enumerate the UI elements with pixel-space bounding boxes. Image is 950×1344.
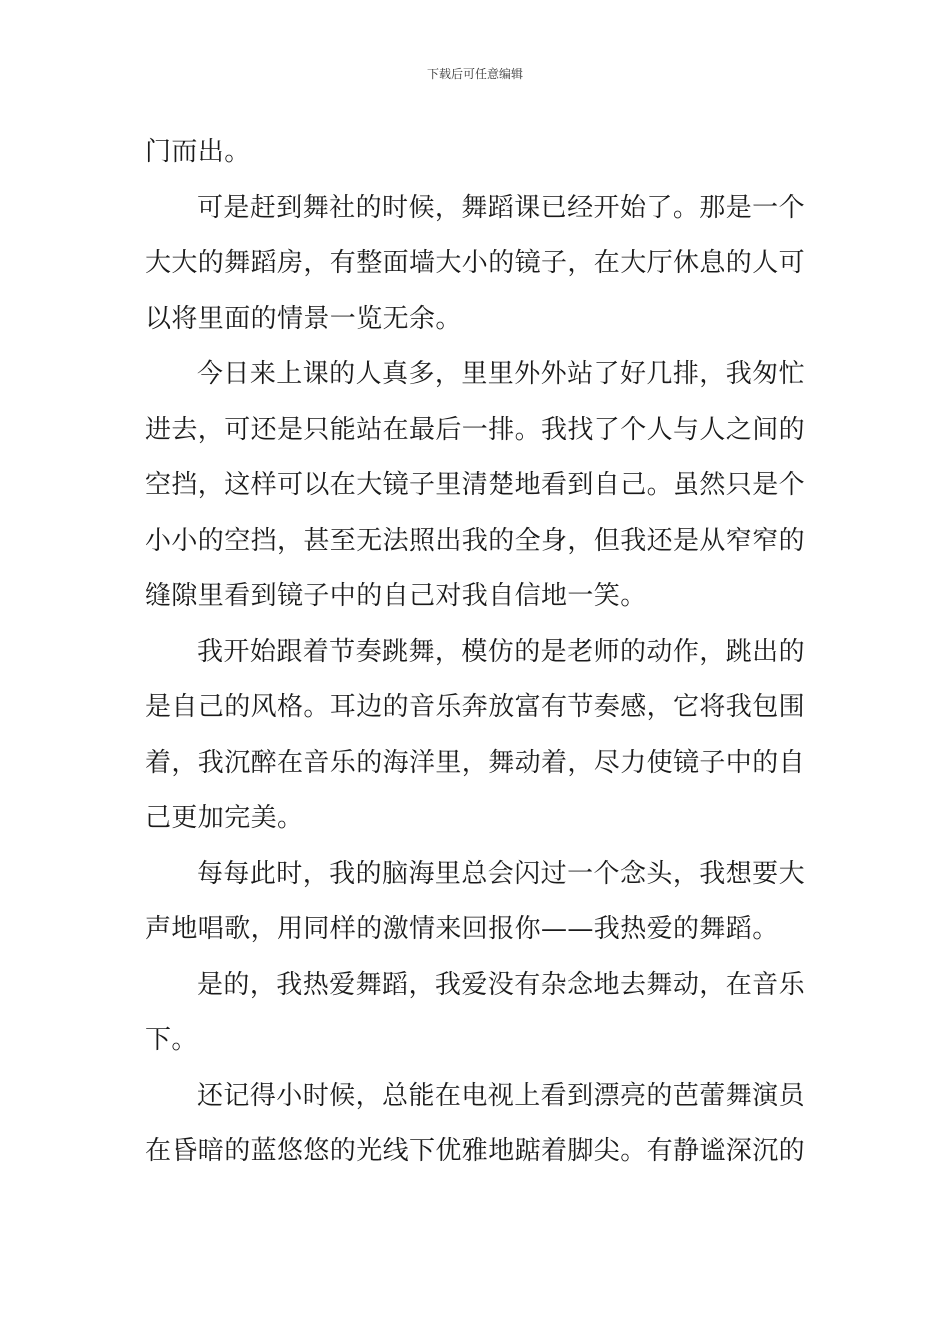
document-body: [145, 125, 805, 1180]
paragraph-1: 门而出。: [145, 137, 251, 167]
paragraph-3: 今日来上课的人真多，里里外外站了好几排，我匆忙进去，可还是只能站在最后一排。我找了个人与人之间的空挡，这样可以在大镜子里清楚地看到自己。虽然只是个小小的空挡，甚至无法照出我的全身，但我还是从窄窄的缝隙里看到镜子中的自己对我自信地一笑。: [145, 359, 806, 611]
paragraph-7: 还记得小时候，总能在电视上看到漂亮的芭蕾舞演员在昏暗的蓝悠悠的光线下优雅地踮着脚尖。有静谧深沉的: [145, 1080, 806, 1166]
page-header: 下载后可任意编辑: [426, 67, 523, 81]
paragraph-5: 每每此时，我的脑海里总会闪过一个念头，我想要大声地唱歌，用同样的激情来回报你——我热爱的舞蹈。: [145, 858, 805, 944]
paragraph-6: 是的，我热爱舞蹈，我爱没有杂念地去舞动，在音乐下。: [145, 969, 805, 1055]
paragraph-2: 可是赶到舞社的时候，舞蹈课已经开始了。那是一个大大的舞蹈房，有整面墙大小的镜子，在大厅休息的人可以将里面的情景一览无余。: [145, 192, 806, 334]
paragraph-4: 我开始跟着节奏跳舞，模仿的是老师的动作，跳出的是自己的风格。耳边的音乐奔放富有节奏感，它将我包围着，我沉醉在音乐的海洋里，舞动着，尽力使镜子中的自己更加完美。: [145, 636, 806, 833]
